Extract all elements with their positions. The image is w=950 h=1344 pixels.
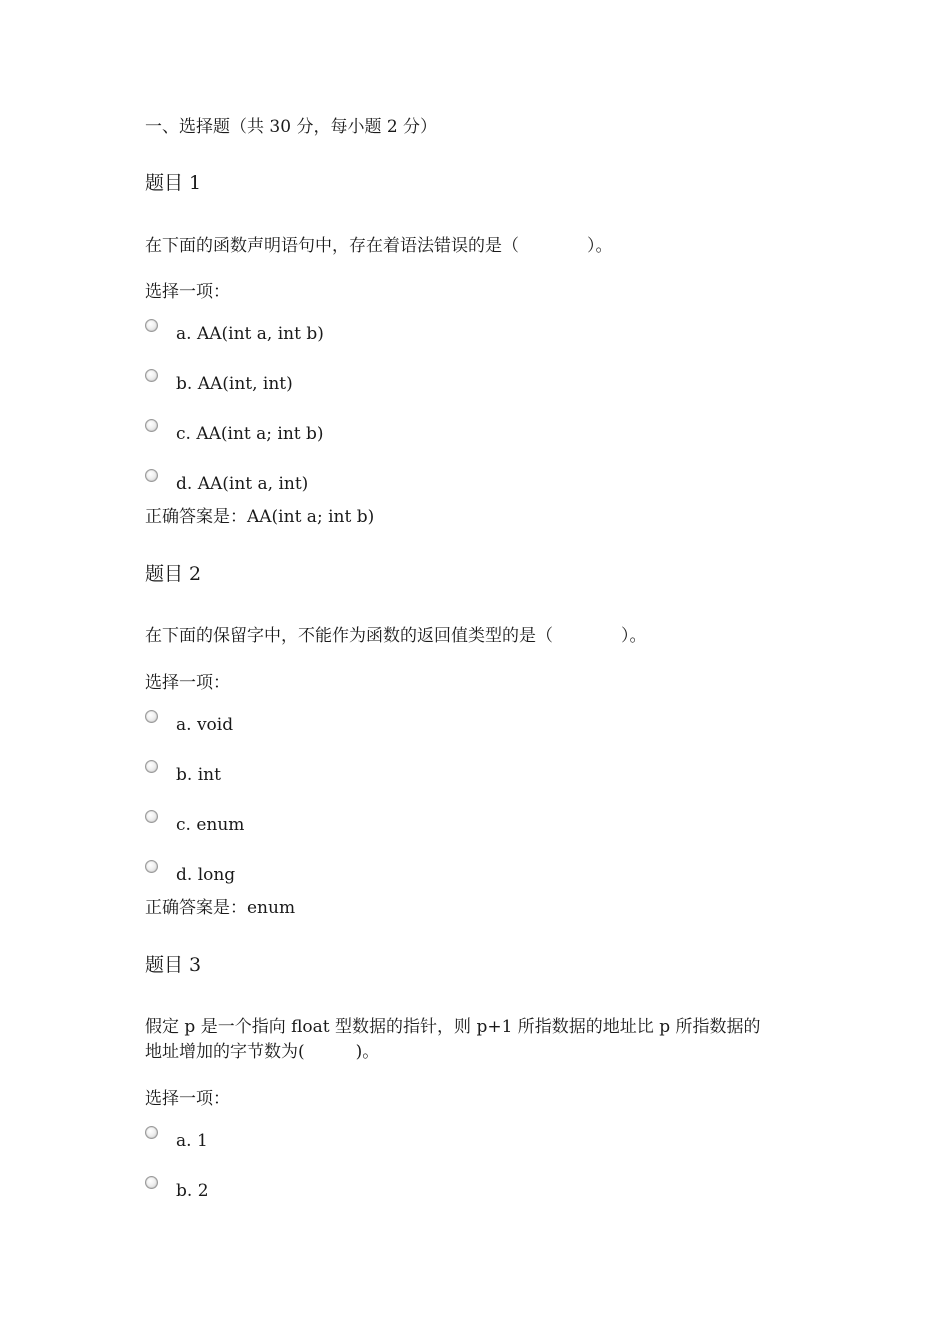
question-2-option-d[interactable] [145, 860, 745, 886]
option-label: a. AA(int a, int b) [176, 324, 324, 344]
question-3-stem-line-2: 地址增加的字节数为( )。 [145, 1042, 380, 1062]
question-1-option-c[interactable] [145, 419, 745, 445]
radio-button-icon[interactable] [145, 1176, 158, 1189]
option-label: b. int [176, 765, 221, 785]
question-2-option-a[interactable] [145, 710, 745, 736]
radio-button-icon[interactable] [145, 860, 158, 873]
option-label: b. AA(int, int) [176, 374, 293, 394]
question-1-stem: 在下面的函数声明语句中，存在着语法错误的是（ ）。 [145, 236, 613, 256]
radio-button-icon[interactable] [145, 369, 158, 382]
question-3-stem-line-1: 假定 p 是一个指向 float 型数据的指针，则 p+1 所指数据的地址比 p 所指数据的 [145, 1017, 761, 1037]
option-label: b. 2 [176, 1181, 209, 1201]
question-2-prompt: 选择一项： [145, 673, 230, 693]
question-3-option-b[interactable] [145, 1176, 745, 1202]
question-1-option-b[interactable] [145, 369, 745, 395]
option-label: d. long [176, 865, 236, 885]
question-2-title: 题目 2 [145, 563, 202, 585]
radio-button-icon[interactable] [145, 810, 158, 823]
question-2-answer: 正确答案是：enum [145, 898, 296, 918]
question-1-answer: 正确答案是：AA(int a; int b) [145, 507, 375, 527]
section-title: 一、选择题（共 30 分，每小题 2 分） [145, 117, 438, 137]
radio-button-icon[interactable] [145, 1126, 158, 1139]
radio-button-icon[interactable] [145, 469, 158, 482]
radio-button-icon[interactable] [145, 760, 158, 773]
option-label: a. void [176, 715, 234, 735]
question-2-stem: 在下面的保留字中，不能作为函数的返回值类型的是（ ）。 [145, 626, 647, 646]
question-2-option-b[interactable] [145, 760, 745, 786]
question-1-prompt: 选择一项： [145, 282, 230, 302]
question-2-option-c[interactable] [145, 810, 745, 836]
option-label: a. 1 [176, 1131, 208, 1151]
option-label: c. AA(int a; int b) [176, 424, 324, 444]
question-3-title: 题目 3 [145, 954, 202, 976]
question-3-option-a[interactable] [145, 1126, 745, 1152]
radio-button-icon[interactable] [145, 710, 158, 723]
question-1-title: 题目 1 [145, 172, 202, 194]
option-label: c. enum [176, 815, 245, 835]
radio-button-icon[interactable] [145, 319, 158, 332]
question-1-option-a[interactable] [145, 319, 745, 345]
question-1-option-d[interactable] [145, 469, 745, 495]
option-label: d. AA(int a, int) [176, 474, 309, 494]
question-3-prompt: 选择一项： [145, 1089, 230, 1109]
radio-button-icon[interactable] [145, 419, 158, 432]
